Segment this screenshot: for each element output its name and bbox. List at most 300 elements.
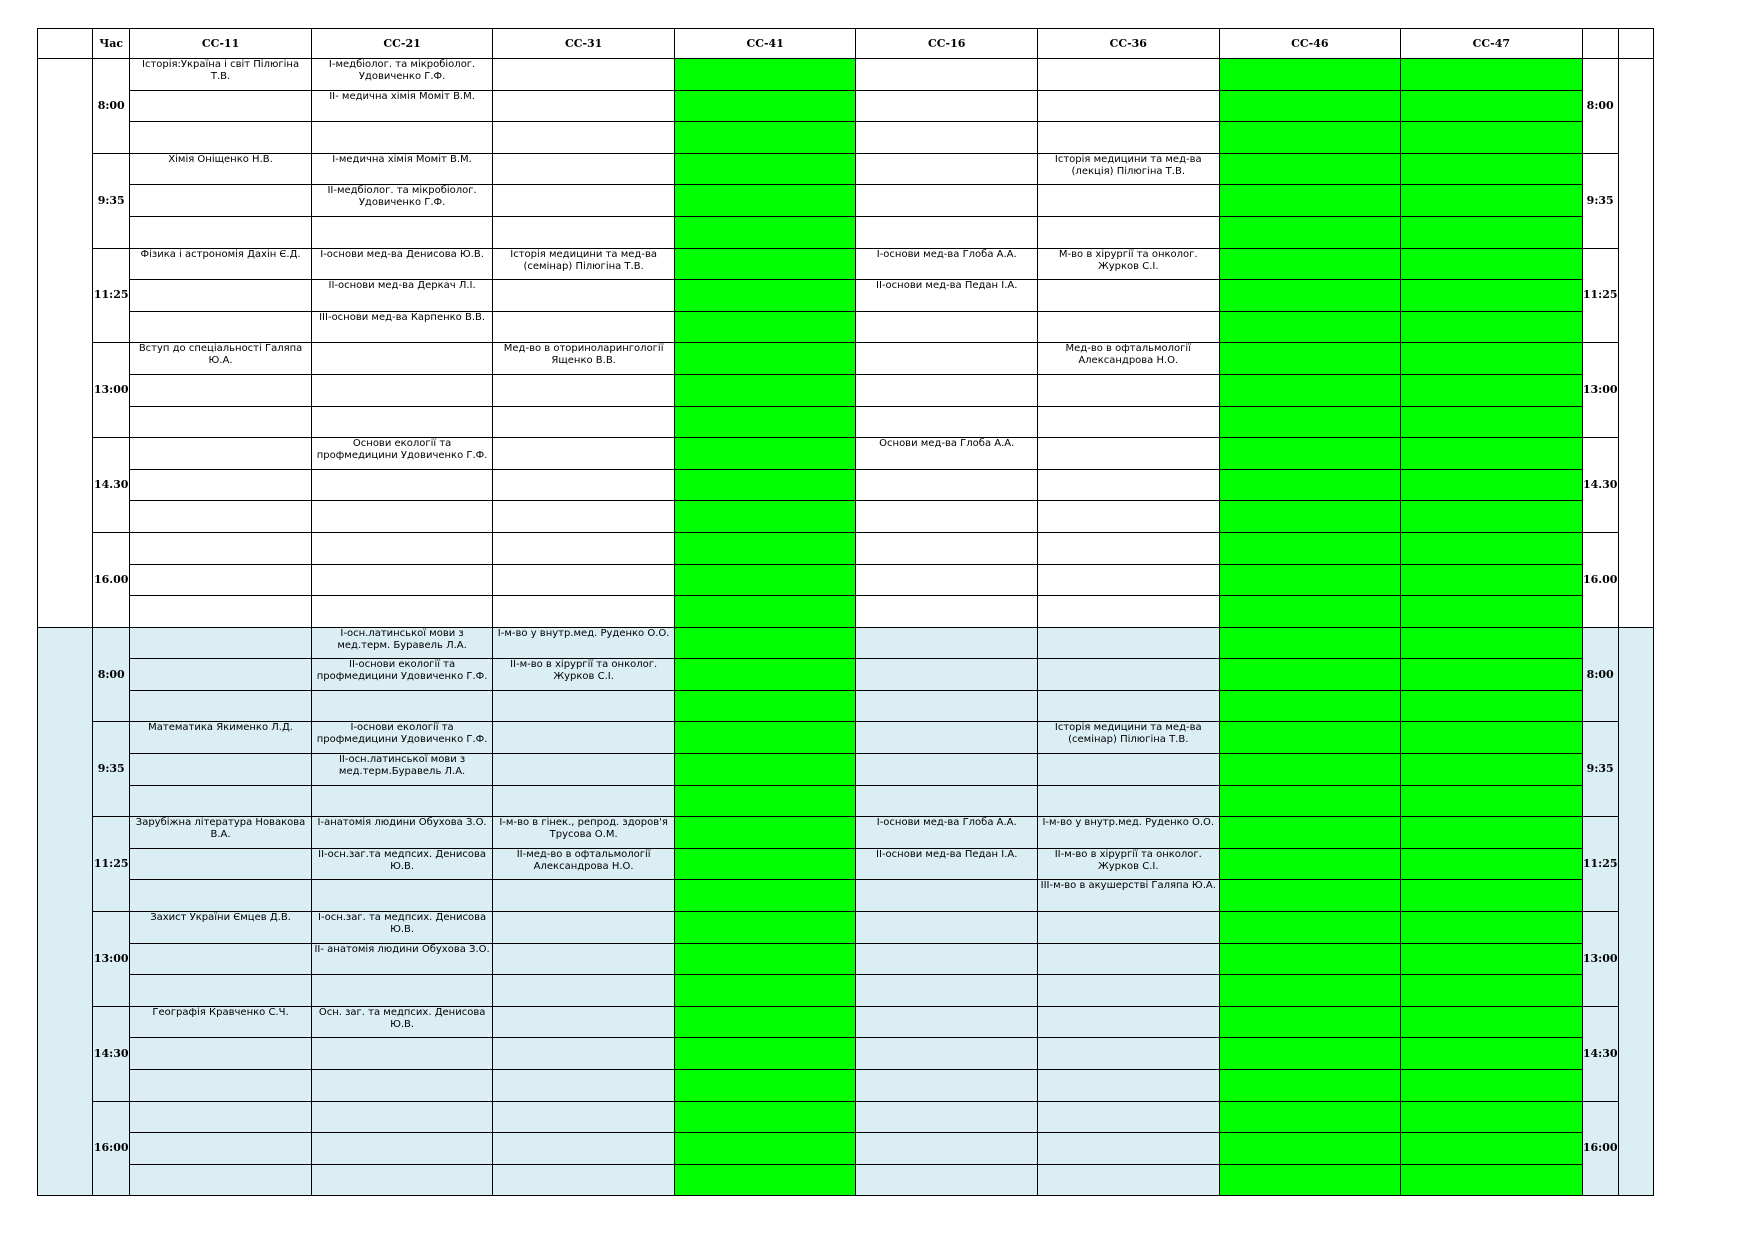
lesson-cell: І-анатомія людини Обухова З.О. [311,817,493,849]
empty-group-cell [1401,311,1583,343]
lesson-cell [493,880,675,912]
lesson-cell [311,532,493,564]
lesson-cell [130,532,312,564]
empty-group-cell [1401,1164,1583,1196]
lesson-cell [311,406,493,438]
schedule-row [38,1164,1654,1196]
empty-group-cell [1401,754,1583,786]
lesson-cell [493,754,675,786]
empty-group-cell [674,501,856,533]
lesson-cell [1038,912,1220,944]
time-cell-right: 8:00 [1582,627,1618,722]
lesson-cell [1038,975,1220,1007]
lesson-cell [311,343,493,375]
empty-group-cell [1401,248,1583,280]
lesson-cell: ІІІ-м-во в акушерстві Галяпа Ю.А. [1038,880,1220,912]
lesson-cell [311,1070,493,1102]
time-cell-right: 11:25 [1582,817,1618,912]
empty-group-cell [674,975,856,1007]
group-header: СС-31 [493,29,675,59]
lesson-cell [493,690,675,722]
empty-group-cell [1401,943,1583,975]
group-header: СС-36 [1038,29,1220,59]
lesson-cell [493,722,675,754]
empty-group-cell [1219,1070,1401,1102]
lesson-cell [130,438,312,470]
lesson-cell [130,469,312,501]
empty-group-cell [674,438,856,470]
group-header: СС-47 [1401,29,1583,59]
lesson-cell: ІІ-основи екології та профмедицини Удовиченко Г.Ф. [311,659,493,691]
empty-group-cell [1219,596,1401,628]
empty-group-cell [1401,90,1583,122]
empty-group-cell [1401,690,1583,722]
lesson-cell [1038,785,1220,817]
lesson-cell [311,1133,493,1165]
schedule-row [38,943,1654,975]
lesson-cell [493,596,675,628]
empty-group-cell [674,880,856,912]
lesson-cell [1038,1164,1220,1196]
empty-group-cell [1219,564,1401,596]
schedule-row [38,248,1654,280]
schedule-row [38,754,1654,786]
schedule-row [38,1038,1654,1070]
lesson-cell [493,438,675,470]
lesson-cell: Вступ до спеціальності Галяпа Ю.А. [130,343,312,375]
schedule-row [38,848,1654,880]
empty-group-cell [1219,374,1401,406]
schedule-row [38,438,1654,470]
lesson-cell [856,722,1038,754]
empty-group-cell [674,469,856,501]
group-header: СС-11 [130,29,312,59]
lesson-cell: ІІ-мед-во в офтальмології Александрова Н.О. [493,848,675,880]
empty-group-cell [674,659,856,691]
time-cell-right: 16:00 [1582,1101,1618,1196]
empty-group-cell [674,943,856,975]
lesson-cell: ІІ-основи мед-ва Педан І.А. [856,848,1038,880]
lesson-cell [311,785,493,817]
schedule-row [38,532,1654,564]
lesson-cell [1038,627,1220,659]
lesson-cell [130,1070,312,1102]
lesson-cell [1038,90,1220,122]
lesson-cell [493,374,675,406]
lesson-cell [1038,122,1220,154]
empty-group-cell [1219,343,1401,375]
empty-group-cell [1219,754,1401,786]
schedule-row [38,406,1654,438]
time-cell-right: 9:35 [1582,153,1618,248]
empty-group-cell [674,1006,856,1038]
schedule-row [38,880,1654,912]
empty-group-cell [674,343,856,375]
lesson-cell [493,943,675,975]
schedule-row [38,659,1654,691]
group-header: СС-16 [856,29,1038,59]
empty-group-cell [1219,59,1401,91]
empty-group-cell [1219,690,1401,722]
empty-group-cell [1219,501,1401,533]
lesson-cell: ІІІ-основи мед-ва Карпенко В.В. [311,311,493,343]
lesson-cell [493,1133,675,1165]
empty-group-cell [1401,59,1583,91]
lesson-cell [856,122,1038,154]
empty-group-cell [1401,185,1583,217]
lesson-cell [856,153,1038,185]
lesson-cell: ІІ-осн.заг.та медпсих. Денисова Ю.В. [311,848,493,880]
header-row [38,29,1654,59]
lesson-cell [493,1038,675,1070]
lesson-cell [1038,564,1220,596]
time-cell: 13:00 [93,343,130,438]
schedule-row [38,374,1654,406]
lesson-cell [493,912,675,944]
empty-group-cell [1219,659,1401,691]
empty-group-cell [1219,1133,1401,1165]
schedule-body [38,59,1654,1196]
empty-group-cell [674,848,856,880]
empty-group-cell [1401,153,1583,185]
lesson-cell [1038,596,1220,628]
lesson-cell: Математика Якименко Л.Д. [130,722,312,754]
schedule-row [38,185,1654,217]
empty-group-cell [1401,1133,1583,1165]
empty-group-cell [1401,975,1583,1007]
group-header: СС-46 [1219,29,1401,59]
empty-group-cell [674,1133,856,1165]
lesson-cell: Мед-во в оториноларингології Ященко В.В. [493,343,675,375]
time-cell: 14:30 [93,1006,130,1101]
empty-group-cell [1219,1038,1401,1070]
lesson-cell: М-во в хірургії та онколог. Журков С.І. [1038,248,1220,280]
lesson-cell [856,216,1038,248]
lesson-cell [1038,216,1220,248]
lesson-cell [130,90,312,122]
empty-group-cell [1219,438,1401,470]
empty-group-cell [1219,532,1401,564]
schedule-row [38,817,1654,849]
time-cell: 9:35 [93,722,130,817]
lesson-cell [493,90,675,122]
time-cell: 13:00 [93,912,130,1007]
lesson-cell [130,216,312,248]
time-cell-right: 13:00 [1582,912,1618,1007]
lesson-cell [856,406,1038,438]
lesson-cell [130,564,312,596]
lesson-cell: І-основи мед-ва Глоба А.А. [856,248,1038,280]
lesson-cell [1038,185,1220,217]
schedule-row [38,153,1654,185]
lesson-cell: І-основи мед-ва Денисова Ю.В. [311,248,493,280]
lesson-cell: ІІ-осн.латинської мови з мед.терм.Буравель Л.А. [311,754,493,786]
schedule-row [38,1133,1654,1165]
lesson-cell [130,280,312,312]
lesson-cell [856,185,1038,217]
empty-group-cell [1219,153,1401,185]
empty-group-cell [1401,216,1583,248]
right-time-header [1582,29,1618,59]
lesson-cell [493,122,675,154]
lesson-cell [1038,943,1220,975]
lesson-cell [493,1006,675,1038]
lesson-cell: І-основи екології та профмедицини Удовиченко Г.Ф. [311,722,493,754]
empty-group-cell [1401,564,1583,596]
empty-group-cell [674,185,856,217]
lesson-cell [856,311,1038,343]
lesson-cell [493,216,675,248]
empty-group-cell [1401,596,1583,628]
lesson-cell: ІІ- медична хімія Моміт В.М. [311,90,493,122]
empty-group-cell [1401,374,1583,406]
schedule-row [38,122,1654,154]
lesson-cell: І-осн.латинської мови з мед.терм. Буравель Л.А. [311,627,493,659]
empty-group-cell [1401,627,1583,659]
lesson-cell: Осн. заг. та медпсих. Денисова Ю.В. [311,1006,493,1038]
lesson-cell [856,343,1038,375]
empty-group-cell [674,374,856,406]
empty-group-cell [674,596,856,628]
empty-group-cell [1401,122,1583,154]
lesson-cell [130,596,312,628]
schedule-row [38,722,1654,754]
empty-group-cell [1219,722,1401,754]
time-cell: 8:00 [93,59,130,154]
group-header: СС-41 [674,29,856,59]
lesson-cell [493,185,675,217]
time-cell-right: 8:00 [1582,59,1618,154]
lesson-cell [856,912,1038,944]
lesson-cell [311,1101,493,1133]
lesson-cell [493,311,675,343]
empty-group-cell [674,817,856,849]
schedule-row [38,1070,1654,1102]
lesson-cell [311,564,493,596]
lesson-cell [856,754,1038,786]
lesson-cell: І-основи мед-ва Глоба А.А. [856,817,1038,849]
day-label-right [1618,59,1653,628]
lesson-cell [856,374,1038,406]
empty-group-cell [1401,1101,1583,1133]
lesson-cell [311,596,493,628]
lesson-cell [856,975,1038,1007]
time-cell: 11:25 [93,248,130,343]
empty-group-cell [674,754,856,786]
corner-cell [38,29,93,59]
empty-group-cell [1219,1164,1401,1196]
lesson-cell [856,564,1038,596]
empty-group-cell [1219,943,1401,975]
day-label-right [1618,627,1653,1196]
schedule-row [38,564,1654,596]
schedule-row [38,311,1654,343]
empty-group-cell [1401,438,1583,470]
empty-group-cell [1219,311,1401,343]
empty-group-cell [1401,1006,1583,1038]
empty-group-cell [1401,659,1583,691]
empty-group-cell [1219,848,1401,880]
lesson-cell [856,627,1038,659]
lesson-cell [493,469,675,501]
lesson-cell [130,880,312,912]
lesson-cell [1038,280,1220,312]
lesson-cell: Історія медицини та мед-ва (семінар) Пілюгіна Т.В. [493,248,675,280]
lesson-cell: ІІ-основи мед-ва Деркач Л.І. [311,280,493,312]
lesson-cell [856,90,1038,122]
empty-group-cell [674,280,856,312]
lesson-cell [493,59,675,91]
schedule-row [38,501,1654,533]
lesson-cell [856,1006,1038,1038]
schedule-row [38,785,1654,817]
empty-group-cell [1219,785,1401,817]
lesson-cell: Основи мед-ва Глоба А.А. [856,438,1038,470]
lesson-cell [856,501,1038,533]
empty-group-cell [1219,627,1401,659]
lesson-cell [130,975,312,1007]
lesson-cell: Зарубіжна література Новакова В.А. [130,817,312,849]
empty-group-cell [674,1164,856,1196]
lesson-cell: ІІ-м-во в хірургії та онколог. Журков С.І. [493,659,675,691]
time-cell-right: 14.30 [1582,438,1618,533]
empty-group-cell [1401,848,1583,880]
lesson-cell [1038,1038,1220,1070]
lesson-cell: І-медична хімія Моміт В.М. [311,153,493,185]
time-cell-right: 13:00 [1582,343,1618,438]
lesson-cell [130,690,312,722]
empty-group-cell [1401,785,1583,817]
schedule-row [38,90,1654,122]
lesson-cell [1038,754,1220,786]
empty-group-cell [1219,975,1401,1007]
lesson-cell [311,374,493,406]
lesson-cell [493,406,675,438]
schedule-table [37,28,1654,1196]
empty-group-cell [674,627,856,659]
lesson-cell [1038,659,1220,691]
group-header: СС-21 [311,29,493,59]
lesson-cell: Хімія Оніщенко Н.В. [130,153,312,185]
empty-group-cell [1219,248,1401,280]
lesson-cell [130,406,312,438]
time-cell: 16:00 [93,1101,130,1196]
lesson-cell: Фізика і астрономія Дахін Є.Д. [130,248,312,280]
empty-group-cell [1401,532,1583,564]
lesson-cell: Мед-во в офтальмології Александрова Н.О. [1038,343,1220,375]
time-cell: 11:25 [93,817,130,912]
time-column-header: Час [93,29,130,59]
empty-group-cell [1401,1070,1583,1102]
time-cell: 9:35 [93,153,130,248]
lesson-cell [130,627,312,659]
empty-group-cell [1401,1038,1583,1070]
empty-group-cell [1219,880,1401,912]
lesson-cell: І-осн.заг. та медпсих. Денисова Ю.В. [311,912,493,944]
empty-group-cell [1219,280,1401,312]
empty-group-cell [674,722,856,754]
empty-group-cell [1401,343,1583,375]
empty-group-cell [674,153,856,185]
empty-group-cell [674,1070,856,1102]
lesson-cell [493,1070,675,1102]
lesson-cell [493,975,675,1007]
time-cell-right: 11:25 [1582,248,1618,343]
lesson-cell: І-м-во у внутр.мед. Руденко О.О. [1038,817,1220,849]
lesson-cell [1038,1101,1220,1133]
empty-group-cell [1401,406,1583,438]
lesson-cell [493,280,675,312]
lesson-cell [1038,1070,1220,1102]
empty-group-cell [1219,469,1401,501]
lesson-cell [130,659,312,691]
lesson-cell [311,690,493,722]
lesson-cell [130,1133,312,1165]
empty-group-cell [1401,469,1583,501]
lesson-cell [311,469,493,501]
schedule-row [38,596,1654,628]
empty-group-cell [674,912,856,944]
lesson-cell: ІІ-м-во в хірургії та онколог. Журков С.І. [1038,848,1220,880]
empty-group-cell [1401,280,1583,312]
schedule-row [38,216,1654,248]
lesson-cell [856,1038,1038,1070]
empty-group-cell [1219,406,1401,438]
lesson-cell [1038,406,1220,438]
lesson-cell [1038,374,1220,406]
lesson-cell [856,532,1038,564]
lesson-cell [493,501,675,533]
lesson-cell: Історія:Україна і світ Пілюгіна Т.В. [130,59,312,91]
empty-group-cell [674,1038,856,1070]
empty-group-cell [1219,216,1401,248]
lesson-cell [1038,311,1220,343]
schedule-row [38,627,1654,659]
lesson-cell [130,374,312,406]
lesson-cell [493,1164,675,1196]
lesson-cell [493,532,675,564]
empty-group-cell [1219,817,1401,849]
lesson-cell: Географія Кравченко С.Ч. [130,1006,312,1038]
lesson-cell [130,785,312,817]
empty-group-cell [1219,185,1401,217]
empty-group-cell [674,406,856,438]
lesson-cell: І-медбіолог. та мікробіолог. Удовиченко Г.Ф. [311,59,493,91]
schedule-row [38,690,1654,722]
lesson-cell [311,122,493,154]
lesson-cell: Історія медицини та мед-ва (семінар) Пілюгіна Т.В. [1038,722,1220,754]
lesson-cell [856,943,1038,975]
lesson-cell: Основи екології та профмедицини Удовиченко Г.Ф. [311,438,493,470]
empty-group-cell [1401,817,1583,849]
lesson-cell [856,1133,1038,1165]
lesson-cell [1038,1133,1220,1165]
lesson-cell: ІІ-медбіолог. та мікробіолог. Удовиченко Г.Ф. [311,185,493,217]
empty-group-cell [1219,1101,1401,1133]
lesson-cell [856,469,1038,501]
lesson-cell [130,122,312,154]
time-cell-right: 9:35 [1582,722,1618,817]
lesson-cell [856,880,1038,912]
lesson-cell [856,690,1038,722]
lesson-cell [856,1101,1038,1133]
schedule-row [38,343,1654,375]
lesson-cell [856,659,1038,691]
lesson-cell [130,943,312,975]
lesson-cell [493,153,675,185]
empty-group-cell [674,564,856,596]
lesson-cell [856,59,1038,91]
